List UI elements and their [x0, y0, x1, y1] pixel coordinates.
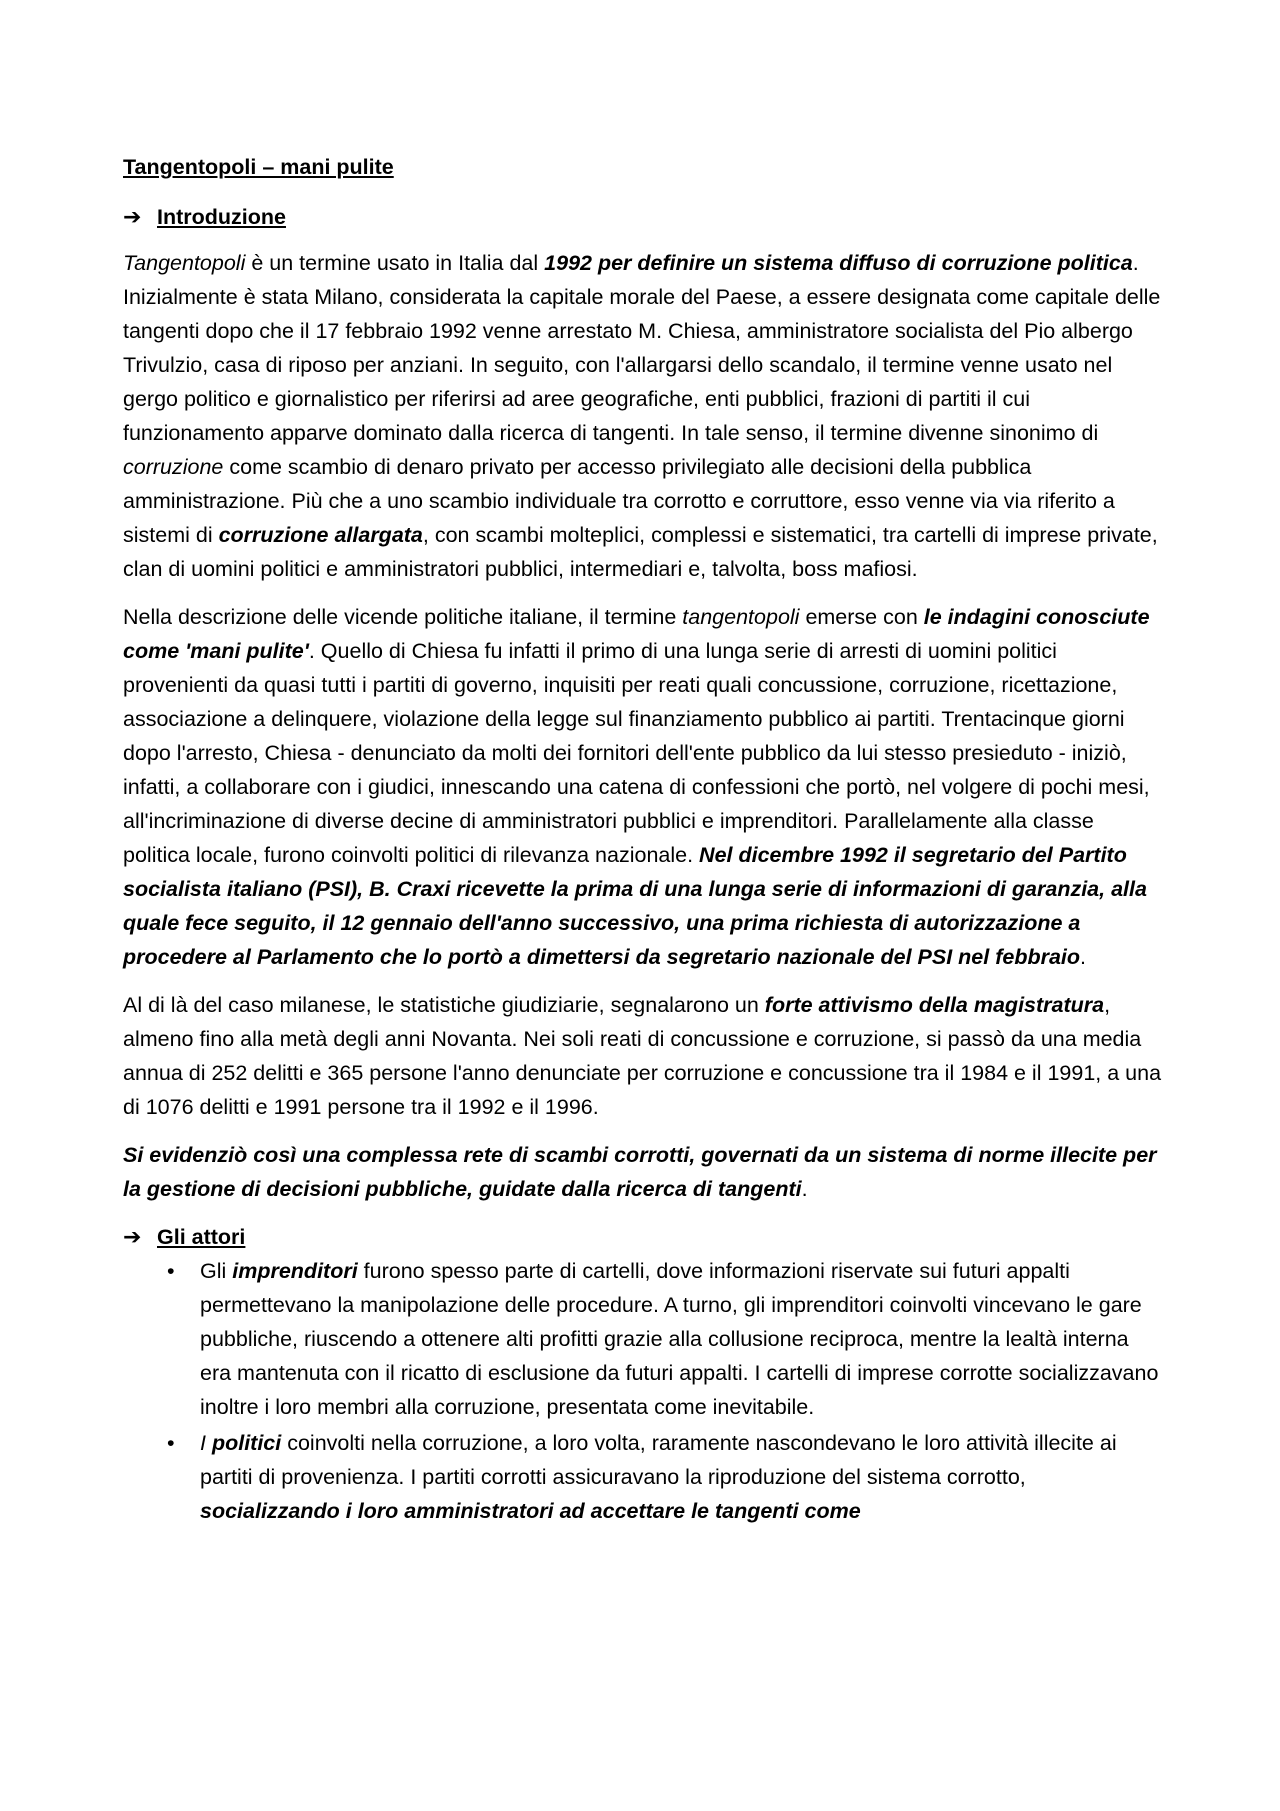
actors-list [123, 1254, 1163, 1528]
bullet-icon: • [167, 1431, 175, 1455]
document-body [123, 150, 1163, 1530]
paragraph-intro-3: Al di là del caso milanese, le statistiche giudiziarie, segnalarono un forte attivismo della magistratura, almeno fino alla metà degli anni Novanta. Nei soli reati di concussione e corruzione, si passò da una media annua di 252 delitti e 365 persone l'anno denunciate per corruzione e concussione tra il 1984 e il 1991, a una di 1076 delitti e 1991 persone tra il 1992 e il 1996. [123, 993, 1162, 1119]
paragraph-intro-1: Tangentopoli è un termine usato in Italia dal 1992 per definire un sistema diffuso di corruzione politica. Inizialmente è stata Milano, considerata la capitale morale del Paese, a essere designata come capitale delle tangenti dopo che il 17 febbraio 1992 venne arrestato M. Chiesa, amministratore socialista del Pio albergo Trivulzio, casa di riposo per anziani. In seguito, con l'allargarsi dello scandalo, il termine venne usato nel gergo politico e giornalistico per riferirsi ad aree geografiche, enti pubblici, frazioni di partiti il cui funzionamento apparve dominato dalla ricerca di tangenti. In tale senso, il termine divenne sinonimo di corruzione come scambio di denaro privato per accesso privilegiato alle decisioni della pubblica amministrazione. Più che a uno scambio individuale tra corrotto e corruttore, esso venne via via riferito a sistemi di corruzione allargata, con scambi molteplici, complessi e sistematici, tra cartelli di imprese private, clan di uomini politici e amministratori pubblici, intermediari e, talvolta, boss mafiosi. [123, 251, 1161, 581]
section-heading-gli-attori [123, 1220, 1163, 1254]
paragraph-intro-4: Si evidenziò così una complessa rete di scambi corrotti, governati da un sistema di norme illecite per la gestione di decisioni pubbliche, guidate dalla ricerca di tangenti. [123, 1143, 1157, 1201]
paragraph-intro-2: Nella descrizione delle vicende politiche italiane, il termine tangentopoli emerse con le indagini conosciute come 'mani pulite'. Quello di Chiesa fu infatti il primo di una lunga serie di arresti di uomini politici provenienti da quasi tutti i partiti di governo, inquisiti per reati quali concussione, corruzione, ricettazione, associazione a delinquere, violazione della legge sul finanziamento pubblico ai partiti. Trentacinque giorni dopo l'arresto, Chiesa - denunciato da molti dei fornitori dell'ente pubblico da lui stesso presieduto - iniziò, infatti, a collaborare con i giudici, innescando una catena di confessioni che portò, nel volgere di pochi mesi, all'incriminazione di diverse decine di amministratori pubblici e imprenditori. Parallelamente alla classe politica locale, furono coinvolti politici di rilevanza nazionale. Nel dicembre 1992 il segretario del Partito socialista italiano (PSI), B. Craxi ricevette la prima di una lunga serie di informazioni di garanzia, alla quale fece seguito, il 12 gennaio dell'anno successivo, una prima richiesta di autorizzazione a procedere al Parlamento che lo portò a dimettersi da segretario nazionale del PSI nel febbraio. [123, 605, 1150, 969]
list-item: • I politici coinvolti nella corruzione, a loro volta, raramente nascondevano le loro attività illecite ai partiti di provenienza. I partiti corrotti assicuravano la riproduzione del sistema corrotto, socializzando i loro amministratori ad accettare le tangenti come [123, 1426, 1163, 1528]
list-item: • Gli imprenditori furono spesso parte di cartelli, dove informazioni riservate sui futuri appalti permettevano la manipolazione delle procedure. A turno, gli imprenditori coinvolti vincevano le gare pubbliche, riuscendo a ottenere alti profitti grazie alla collusione reciproca, mentre la lealtà interna era mantenuta con il ricatto di esclusione da futuri appalti. I cartelli di imprese corrotte socializzavano inoltre i loro membri alla corruzione, presentata come inevitabile. [123, 1254, 1163, 1424]
bullet-icon: • [167, 1259, 175, 1283]
section-heading-introduzione [123, 200, 1163, 234]
section-heading-label: Gli attori [157, 1225, 246, 1249]
section-heading-label: Introduzione [157, 205, 286, 229]
arrow-right-icon: ➔ [123, 1224, 142, 1249]
arrow-right-icon: ➔ [123, 204, 142, 229]
document-title: Tangentopoli – mani pulite [123, 155, 394, 179]
